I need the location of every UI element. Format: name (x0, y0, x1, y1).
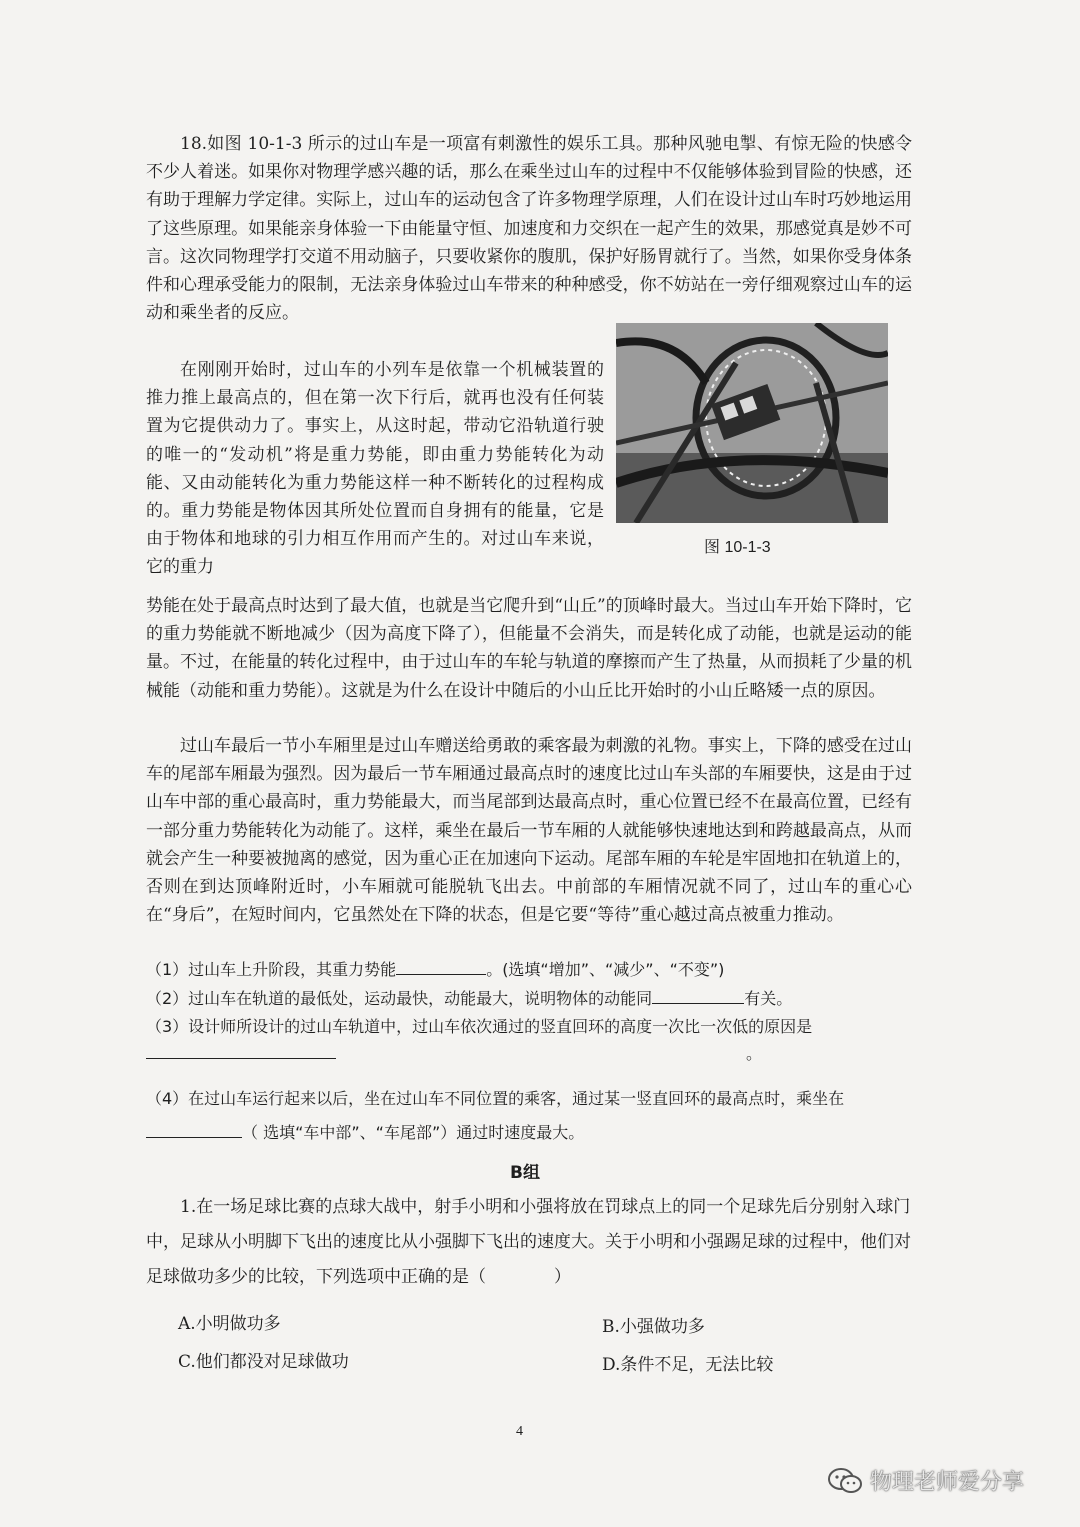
question-3 (146, 1014, 916, 1067)
passage-p2a-text: 在刚刚开始时，过山车的小列车是依靠一个机械装置的推力推上最高点的，但在第一次下行后，就再也没有任何装置为它提供动力了。事实上，从这时起，带动它沿轨道行驶的唯一的“发动机”将是重力势能，即由重力势能转化为动能、又由动能转化为重力势能这样一种不断转化的过程构成的。重力势能是物体因其所处位置而自身拥有的能量，它是由于物体和地球的引力相互作用而产生的。对过山车来说，它的重力 (146, 360, 604, 578)
option-d[interactable]: D.条件不足，无法比较 (602, 1355, 774, 1375)
answer-blank-1[interactable] (396, 956, 486, 975)
answer-blank-2[interactable] (652, 985, 744, 1004)
passage-paragraph-3 (146, 732, 912, 929)
option-a[interactable]: A.小明做功多 (178, 1314, 281, 1334)
question-2 (146, 985, 916, 1012)
page-number: 4 (516, 1424, 523, 1439)
passage-p3-text: 过山车最后一节小车厢里是过山车赠送给勇敢的乘客最为刺激的礼物。事实上，下降的感受在过山车的尾部车厢最为强烈。因为最后一节车厢通过最高点时的速度比过山车头部的车厢要快，这是由于过山车中部的重心最高时，重力势能最大，而当尾部到达最高点时，重心位置已经不在最高位置，已经有一部分重力势能转化为动能了。这样，乘坐在最后一节车厢的人就能够快速地达到和跨越最高点，从而就会产生一种要被抛离的感觉，因为重心正在加速向下运动。尾部车厢的车轮是牢固地扣在轨道上的，否则在到达顶峰附近时，小车厢就可能脱轨飞出去。中前部的车厢情况就不同了，过山车的重心心在“身后”，在短时间内，它虽然处在下降的状态，但是它要“等待”重心越过高点被重力推动。 (146, 736, 912, 926)
question-3-prefix: （3）设计师所设计的过山车轨道中，过山车依次通过的竖直回环的高度一次比一次低的原因是 (146, 1017, 813, 1036)
section-b-question-1-text: 1.在一场足球比赛的点球大战中，射手小明和小强将放在罚球点上的同一个足球先后分别射入球门中，足球从小明脚下飞出的速度比从小强脚下飞出的速度大。关于小明和小强踢足球的过程中，他们对足球做功多少的比较，下列选项中正确的是（ ） (146, 1197, 911, 1287)
option-c[interactable]: C.他们都没对足球做功 (178, 1352, 349, 1372)
passage-p2b-text: 势能在处于最高点时达到了最大值，也就是当它爬升到“山丘”的顶峰时最大。当过山车开始下降时，它的重力势能就不断地减少（因为高度下降了），但能量不会消失，而是转化成了动能，也就是运动的能量。不过，在能量的转化过程中，由于过山车的车轮与轨道的摩擦而产生了热量，从而损耗了少量的机械能（动能和重力势能）。这就是为什么在设计中随后的小山丘比开始时的小山丘略矮一点的原因。 (146, 596, 912, 701)
figure-caption: 图 10-1-3 (704, 539, 771, 556)
answer-blank-3[interactable] (146, 1040, 336, 1059)
question-4-suffix: （ 选填“车中部”、“车尾部”）通过时速度最大。 (242, 1123, 585, 1142)
question-2-prefix: （2）过山车在轨道的最低处，运动最快，动能最大，说明物体的动能同 (146, 989, 653, 1008)
question-1-prefix: （1）过山车上升阶段，其重力势能 (146, 960, 397, 979)
passage-paragraph-1 (146, 130, 912, 327)
question-3-suffix: 。 (746, 1044, 763, 1063)
section-b-title: B组 (510, 1163, 540, 1183)
watermark-text: 物理老师爱分享 (870, 1470, 1025, 1495)
passage-p1-text: 18.如图 10-1-3 所示的过山车是一项富有刺激性的娱乐工具。那种风驰电掣、有惊无险的快感令不少人着迷。如果你对物理学感兴趣的话，那么在乘坐过山车的过程中不仅能够体验到冒险的快感，还有助于理解力学定律。实际上，过山车的运动包含了许多物理学原理，人们在设计过山车时巧妙地运用了这些原理。如果能亲身体验一下由能量守恒、加速度和力交织在一起产生的效果，那感觉真是妙不可言。这次同物理学打交道不用动脑子，只要收紧你的腹肌，保护好肠胃就行了。当然，如果你受身体条件和心理承受能力的限制，无法亲身体验过山车带来的种种感受，你不妨站在一旁仔细观察过山车的运动和乘坐者的反应。 (146, 134, 912, 324)
section-b-question-1 (146, 1190, 916, 1295)
option-b[interactable]: B.小强做功多 (602, 1317, 705, 1337)
question-4 (146, 1082, 916, 1150)
question-2-suffix: 有关。 (744, 989, 793, 1008)
answer-blank-4[interactable] (146, 1119, 242, 1138)
roller-coaster-photo (616, 323, 888, 523)
question-4-prefix: （4）在过山车运行起来以后，坐在过山车不同位置的乘客，通过某一竖直回环的最高点时，乘坐在 (146, 1089, 845, 1108)
roller-coaster-illustration (616, 323, 888, 523)
wechat-icon (828, 1467, 862, 1495)
wechat-watermark (828, 1465, 1024, 1496)
question-1-suffix: 。(选填“增加”、“减少”、“不变”) (486, 960, 725, 979)
passage-paragraph-2-wrapped (146, 356, 604, 582)
question-1 (146, 956, 916, 983)
passage-paragraph-2-continued (146, 592, 912, 705)
